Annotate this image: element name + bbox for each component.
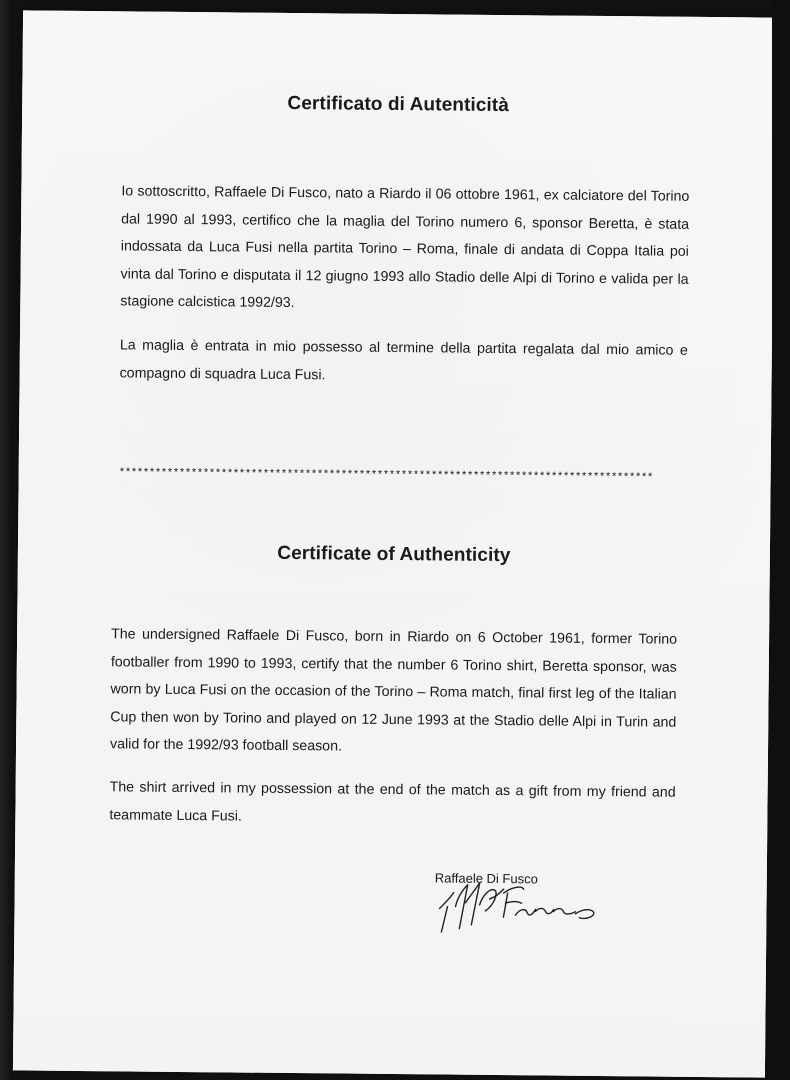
english-paragraph-1: The undersigned Raffaele Di Fusco, born in Riardo on 6 October 1961, former Torino footballer from 1990 to 1993, certify that the number 6 Torino shirt, Beretta sponsor, was worn by Luca Fusi on the occasion of the Torino – Roma match, final first leg of the Italian Cup then won by Torino and played on 12 June 1993 at the Stadio delle Alpi in Turin and valid for the 1992/93 football season.: [109, 626, 678, 755]
english-title: Certificate of Authenticity: [277, 542, 511, 567]
italian-paragraph-1: Io sottoscritto, Raffaele Di Fusco, nato a Riardo il 06 ottobre 1961, ex calciatore del Torino dal 1990 al 1993, certifico che la maglia del Torino numero 6, sponsor Beretta, è stata indossata da Luca Fusi nella partita Torino – Roma, finale di andata di Coppa Italia poi vinta dal Torino e disputata il 12 giugno 1993 allo Stadio delle Alpi di Torino e valida per la stagione calcistica 1992/93.: [120, 183, 690, 312]
signatory-name: Raffaele Di Fusco: [434, 870, 538, 887]
english-paragraph-2: The shirt arrived in my possession at the end of the match as a gift from my friend and teammate Luca Fusi.: [109, 779, 676, 825]
italian-paragraph-2: La maglia è entrata in mio possesso al termine della partita regalata dal mio amico e compagno di squadra Luca Fusi.: [119, 337, 688, 383]
italian-title: Certificato di Autenticità: [287, 92, 510, 117]
handwritten-signature: [419, 862, 600, 934]
scan-edge: [772, 0, 790, 1080]
separator-line: *****************************************************************************************: [118, 467, 653, 485]
document-page: [13, 10, 775, 1077]
